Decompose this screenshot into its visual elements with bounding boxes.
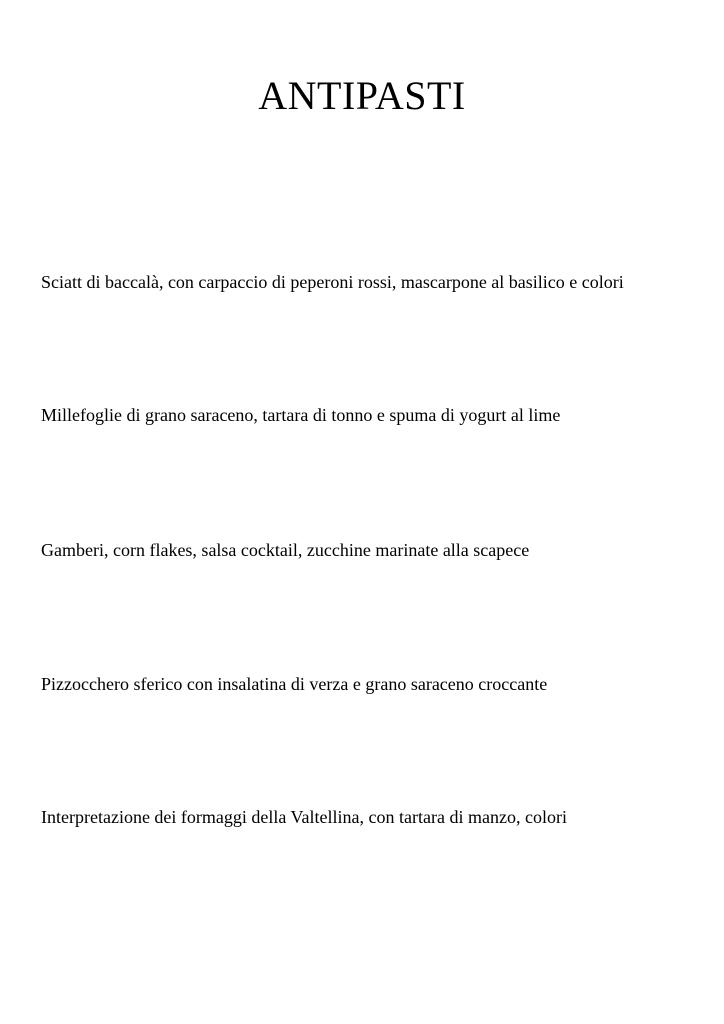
dish-item: Interpretazione dei formaggi della Valtellina, con tartara di manzo, colori xyxy=(41,807,567,827)
dish-item: Millefoglie di grano saraceno, tartara di tonno e spuma di yogurt al lime xyxy=(41,405,561,425)
dish-item: Sciatt di baccalà, con carpaccio di peperoni rossi, mascarpone al basilico e colori xyxy=(41,272,624,292)
page-title: ANTIPASTI xyxy=(258,73,466,118)
dish-item: Gamberi, corn flakes, salsa cocktail, zucchine marinate alla scapece xyxy=(41,540,530,560)
dish-item: Pizzocchero sferico con insalatina di verza e grano saraceno croccante xyxy=(41,674,548,694)
